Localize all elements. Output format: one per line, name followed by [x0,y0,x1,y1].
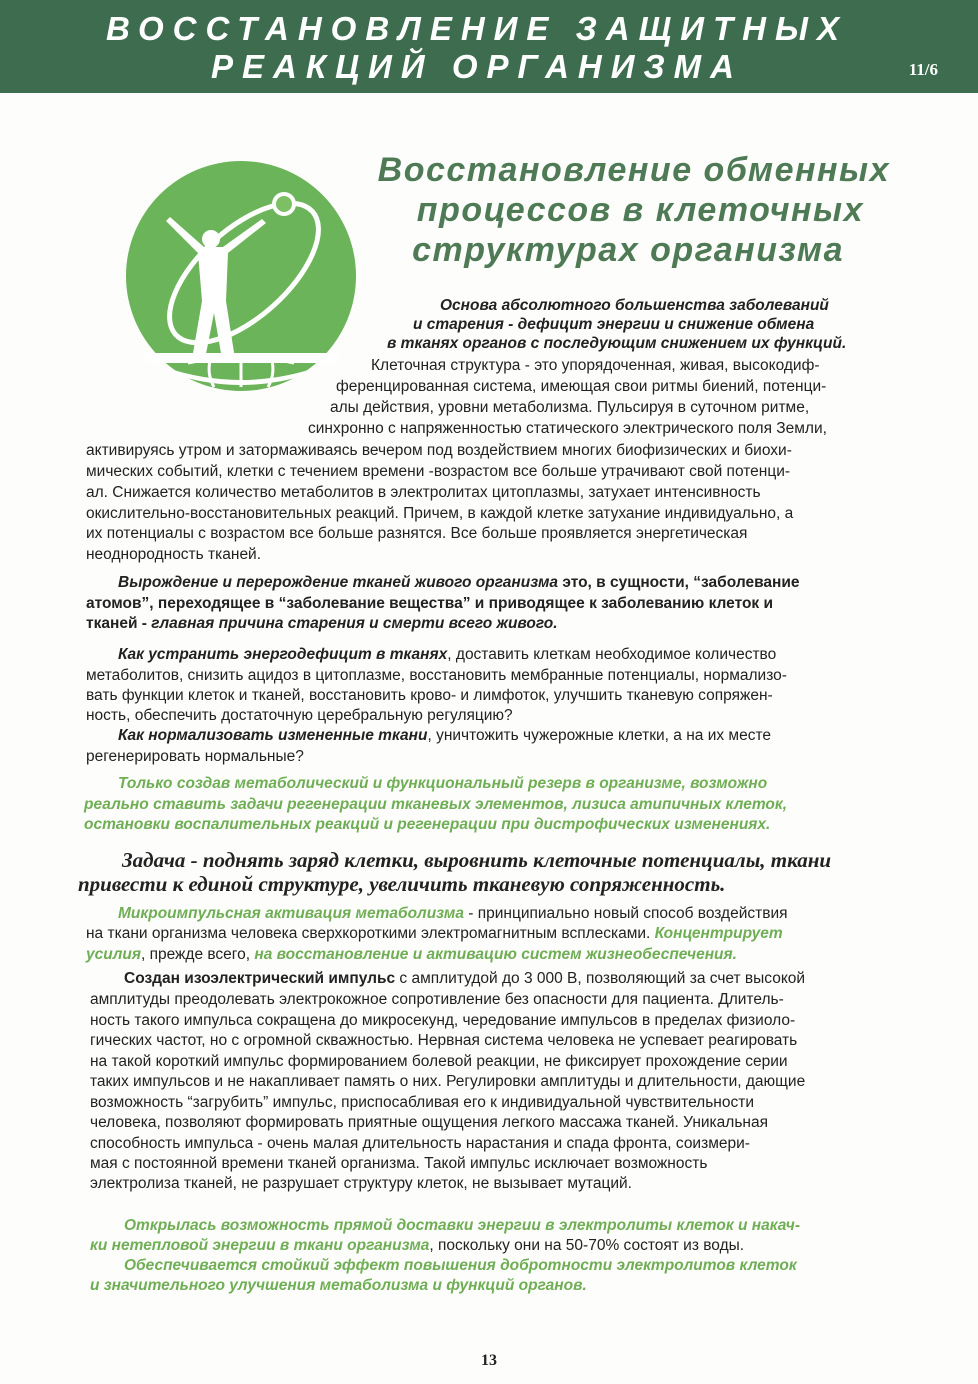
emphasis: на восстановление и активацию систем жизнеобеспечения. [254,946,737,963]
text-run: , прежде всего, [140,946,255,963]
body-line [118,726,771,746]
task-line: Задача - поднять заряд клетки, выровнить клеточные потенциалы, ткани [122,848,832,872]
emphasis: Вырождение и перерождение тканей живого организма [118,574,559,591]
lead-line: Основа абсолютного большенства заболеваний [440,297,829,314]
highlight-line: Обеспечивается стойкий эффект повышения добротности электролитов клеток [124,1257,797,1274]
body-line: мая с постоянной времени тканей организма. Такой импульс исключает возможность [90,1155,708,1172]
body-line: их потенциалы с возрастом все больше разнятся. Все больше проявляется энергетическая [86,525,748,542]
body-line: гических частот, но с огромной скважностью. Нервная система человека не успевает реагировать [90,1032,798,1049]
body-line [90,1236,744,1256]
emphasis: главная причина старения и смерти всего живого. [151,615,558,632]
text-run: - принципиально новый способ воздействия [463,905,788,922]
text-run: тканей - [86,615,152,632]
body-line: ференцированная система, имеющая свои ритмы биений, потенци- [336,378,827,395]
body-line: способность импульса - очень малая длительность нарастания и спада фронта, соизмери- [90,1135,750,1152]
lead-line: в тканях органов с последующим снижением их функций. [387,335,847,352]
main-title-line: Восстановление обменных [377,151,890,189]
text-run: , уничтожить чужерожные клетки, а на их месте [427,727,771,744]
body-line [118,904,788,924]
body-line: на такой короткий импульс формированием болевой реакции, не фиксирует прохождение серии [90,1053,788,1070]
body-line: активируясь утром и затормаживаясь вечером под воздействием многих биофизических и биохи- [86,442,792,459]
main-title-line: процессов в клеточных [416,191,864,229]
page-code: 11/6 [908,60,938,79]
header-title-line2: РЕАКЦИЙ ОРГАНИЗМА [210,48,744,85]
body-line: Клеточная структура - это упорядоченная, живая, высокодиф- [371,357,820,374]
emphasis: Как нормализовать измененные ткани [118,727,428,744]
body-line: регенерировать нормальные? [86,748,304,765]
emphasis: Создан изоэлектрический импульс [124,970,396,987]
task-line: привести к единой структуре, увеличить тканевую сопряженность. [78,872,726,896]
highlight-line: Открылась возможность прямой доставки энергии в электролиты клеток и накач- [124,1217,801,1234]
body-line [124,969,805,989]
body-line [86,945,737,965]
highlight-line: и значительного улучшения метаболизма и функций органов. [90,1277,587,1294]
highlight-line: остановки воспалительных реакций и регенерации при дистрофических изменениях. [84,816,771,833]
page-header [0,0,978,93]
body-line: метаболитов, снизить ацидоз в цитоплазме, восстановить мембранные потенциалы, нормализо- [86,667,787,684]
body-line: окислительно-восстановительных реакций. Причем, в каждой клетке затухание индивидуально, а [86,505,794,522]
text-run: на ткани организма человека сверхкороткими электромагнитным всплесками. [86,925,655,942]
body-line: ал. Снижается количество метаболитов в электролитах цитоплазмы, затухает интенсивность [86,484,761,501]
human-globe-logo-icon [126,161,356,391]
main-title [360,150,890,270]
body-line: ность, обеспечить достаточную церебральную регуляцию? [86,707,513,724]
lead-line: и старения - дефицит энергии и снижение обмена [413,316,815,333]
text-run: , поскольку они на 50-70% состоят из воды. [429,1237,745,1254]
body-line [86,614,558,634]
emphasis: Как устранить энергодефицит в тканях [118,646,448,663]
body-line: неоднородность тканей. [86,546,262,563]
body-line: амплитуды преодолевать электрокожное сопротивление без опасности для пациента. Длитель- [90,991,784,1008]
body-line: атомов”, переходящее в “заболевание вещества” и приводящее к заболеванию клеток и [86,595,774,612]
highlight-line: реально ставить задачи регенерации тканевых элементов, лизиса атипичных клеток, [84,796,788,813]
page-number: 13 [481,1352,497,1369]
body-line [118,645,776,665]
body-line: алы действия, уровни метаболизма. Пульсируя в суточном ритме, [330,399,810,416]
body-line [118,573,800,593]
body-line: возможность “загрубить” импульс, приспосабливая его к индивидуальной чувствительности [90,1094,754,1111]
highlight-line: Только создав метаболический и функциональный резерв в организме, возможно [118,775,768,792]
body-line: мических событий, клетки с течением времени -возрастом все больше утрачивают свой потенци- [86,463,791,480]
body-line: человека, позволяют формировать приятные ощущения легкого массажа тканей. Уникальная [90,1114,768,1131]
body-line: электролиза тканей, не разрушает структуру клеток, не вызывает мутаций. [90,1175,632,1192]
main-title-line: структурах организма [412,231,844,269]
emphasis: ки нетепловой энергии в ткани организма [90,1237,430,1254]
text-run: с амплитудой до 3 000 В, позволяющий за счет высокой [395,970,806,987]
text-run: это, в сущности, “заболевание [558,574,800,591]
body-line: таких импульсов и не накапливает память о них. Регулировки амплитуды и длительности, дающие [90,1073,806,1090]
body-line [86,924,783,944]
emphasis: усилия [86,946,141,963]
header-title-line1: ВОССТАНОВЛЕНИЕ ЗАЩИТНЫХ [106,10,848,47]
emphasis: Концентрирует [654,925,783,942]
body-line: синхронно с напряженностью статического электрического поля Земли, [308,420,827,437]
emphasis: Микроимпульсная активация метаболизма [118,905,464,922]
body-line: ность такого импульса сокращена до микросекунд, чередование импульсов в пределах физиоло- [90,1012,796,1029]
text-run: , доставить клеткам необходимое количество [447,646,777,663]
body-line: вать функции клеток и тканей, восстановить крово- и лимфоток, улучшить тканевую сопряжен- [86,687,773,704]
